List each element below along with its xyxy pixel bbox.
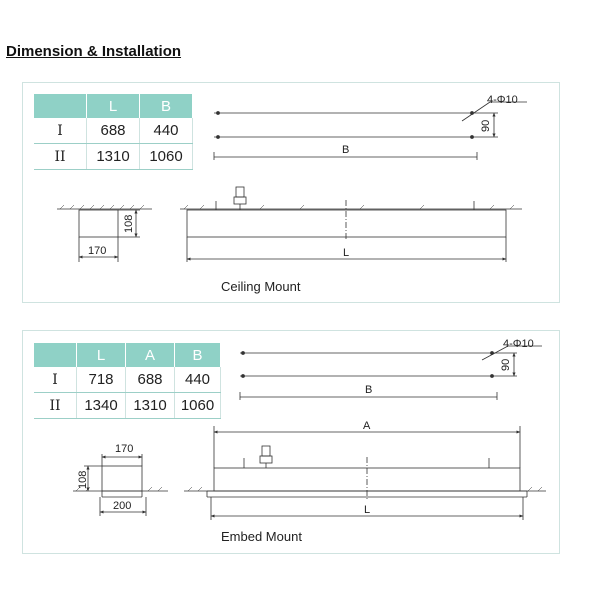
table-header-cell: L [87,94,140,118]
table-cell: 1060 [140,144,193,170]
dim-a-label: A [363,420,371,432]
table-header-cell: L [77,343,126,367]
table-header-cell: B [140,94,193,118]
dim-200-label: 200 [113,500,132,512]
dim-90-label: 90 [500,358,512,371]
table-cell: 1060 [175,393,221,419]
holes-label: 4-Φ10 [503,338,534,350]
ceiling-mount-caption: Ceiling Mount [221,279,301,294]
dim-90-label: 90 [480,119,492,132]
embed-plan-view [240,346,542,400]
table-cell: 440 [140,118,193,144]
ceiling-front-view [180,187,522,262]
dim-l-label: L [364,504,371,516]
row-id: I [34,118,87,144]
page-title: Dimension & Installation [6,43,182,60]
embed-mount-caption: Embed Mount [221,529,302,544]
table-cell: 1310 [87,144,140,170]
holes-label: 4-Φ10 [487,94,518,106]
dim-l-label: L [343,247,350,259]
table-cell: 1340 [77,393,126,419]
dim-b-label: B [365,384,373,396]
row-id: II [34,144,87,170]
table-header-cell: A [126,343,175,367]
row-id: II [34,393,77,419]
dim-108-label: 108 [77,470,89,489]
dim-170-label: 170 [115,443,134,455]
row-id: I [34,367,77,393]
table-cell: 1310 [126,393,175,419]
dim-170-label: 170 [88,245,107,257]
table-cell: 688 [126,367,175,393]
table-cell: 440 [175,367,221,393]
table-cell: 688 [87,118,140,144]
table-cell: 718 [77,367,126,393]
dim-b-label: B [342,144,350,156]
table-header-cell: B [175,343,221,367]
dim-108-label: 108 [123,214,135,233]
